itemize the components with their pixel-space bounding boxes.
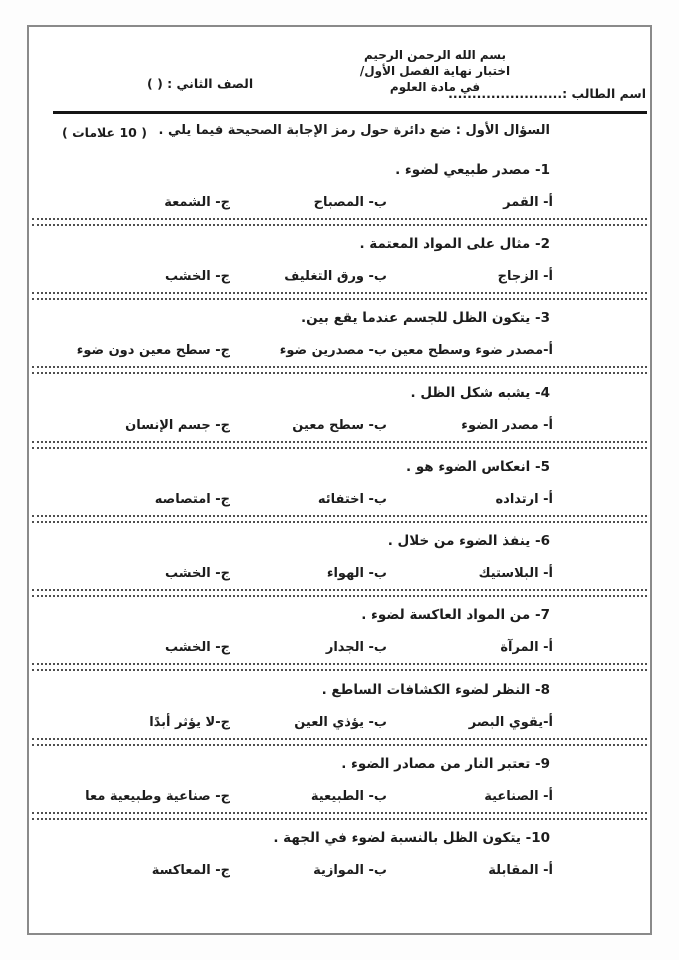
dotted-separator [32, 738, 647, 746]
question-block [29, 746, 650, 820]
options-row [29, 418, 650, 438]
option-b: ب- الهواء [326, 566, 387, 581]
question-block [29, 523, 650, 597]
dotted-separator [32, 515, 647, 523]
exam-title-text: اختبار نهاية الفصل الأول/ [359, 64, 511, 78]
option-a: أ- المقابلة [488, 863, 553, 878]
option-b: ب- الطبيعية [310, 789, 387, 804]
question-text: 8- النظر لضوء الكشافات الساطع . [321, 682, 550, 698]
option-c: ج-لا يؤثر أبدًا [149, 715, 230, 730]
option-c: ج- المعاكسة [151, 863, 230, 878]
basmala-text: بسم الله الرحمن الرحيم [363, 48, 507, 62]
question-block [29, 820, 650, 894]
options-row [29, 640, 650, 660]
option-c: ج- سطح معين دون ضوء [76, 343, 230, 358]
option-a: أ- المرآة [500, 640, 553, 655]
question-block [29, 226, 650, 300]
option-c: ج- صناعية وطبيعية معا [85, 789, 230, 804]
option-b: ب- ورق التغليف [284, 269, 387, 284]
question-block [29, 300, 650, 374]
question-block [29, 597, 650, 671]
class-label: الصف الثاني : ( ) [147, 76, 254, 91]
question-text: 3- يتكون الظل للجسم عندما يقع بين. [301, 310, 550, 326]
question-text: 7- من المواد العاكسة لضوء . [361, 607, 550, 623]
option-a: أ- مصدر الضوء [461, 418, 553, 433]
section-title: السؤال الأول : ضع دائرة حول رمز الإجابة الصحيحة فيما يلي . [158, 123, 550, 138]
section-marks: ( 10 علامات ) [62, 125, 147, 140]
options-row [29, 715, 650, 735]
options-row [29, 863, 650, 883]
question-text: 6- ينفذ الضوء من خلال . [387, 533, 550, 549]
option-c: ج- امتصاصه [154, 492, 230, 507]
option-b: ب- اختفائه [317, 492, 387, 507]
option-b: ب- سطح معين [292, 418, 387, 433]
dotted-separator [32, 292, 647, 300]
option-c: ج- الخشب [165, 566, 230, 581]
question-block [29, 152, 650, 226]
option-a: أ-مصدر ضوء وسطح معين [391, 343, 553, 358]
option-a: أ- البلاستيك [478, 566, 553, 581]
dotted-separator [32, 218, 647, 226]
student-name-label: اسم الطالب :........................ [448, 86, 646, 101]
options-row [29, 789, 650, 809]
page-frame [27, 25, 652, 935]
question-block [29, 375, 650, 449]
options-row [29, 195, 650, 215]
dotted-separator [32, 441, 647, 449]
question-block [29, 672, 650, 746]
options-row [29, 269, 650, 289]
header-divider [53, 111, 647, 114]
option-b: ب- الجدار [325, 640, 387, 655]
question-block [29, 449, 650, 523]
option-b: ب- يؤذي العين [294, 715, 387, 730]
question-text: 10- يتكون الظل بالنسبة لضوء في الجهة . [273, 830, 550, 846]
option-b: ب- مصدرين ضوء [279, 343, 387, 358]
option-b: ب- الموازية [313, 863, 387, 878]
dotted-separator [32, 366, 647, 374]
question-text: 5- انعكاس الضوء هو . [406, 459, 550, 475]
option-b: ب- المصباح [313, 195, 387, 210]
dotted-separator [32, 663, 647, 671]
option-a: أ- الصناعية [484, 789, 553, 804]
option-a: أ- ارتداده [495, 492, 553, 507]
option-a: أ-يقوي البصر [468, 715, 553, 730]
option-c: ج- جسم الإنسان [125, 418, 230, 433]
dotted-separator [32, 812, 647, 820]
option-c: ج- الخشب [165, 640, 230, 655]
question-text: 4- يشبه شكل الظل . [410, 385, 550, 401]
option-a: أ- القمر [503, 195, 553, 210]
question-text: 2- مثال على المواد المعتمة . [359, 236, 550, 252]
question-text: 9- تعتبر النار من مصادر الضوء . [341, 756, 550, 772]
dotted-separator [32, 589, 647, 597]
option-c: ج- الشمعة [164, 195, 230, 210]
option-c: ج- الخشب [165, 269, 230, 284]
options-row [29, 492, 650, 512]
option-a: أ- الزجاج [497, 269, 553, 284]
options-row [29, 566, 650, 586]
subject-text: في مادة العلوم [389, 80, 481, 94]
question-text: 1- مصدر طبيعي لضوء . [395, 162, 550, 178]
options-row [29, 343, 650, 363]
